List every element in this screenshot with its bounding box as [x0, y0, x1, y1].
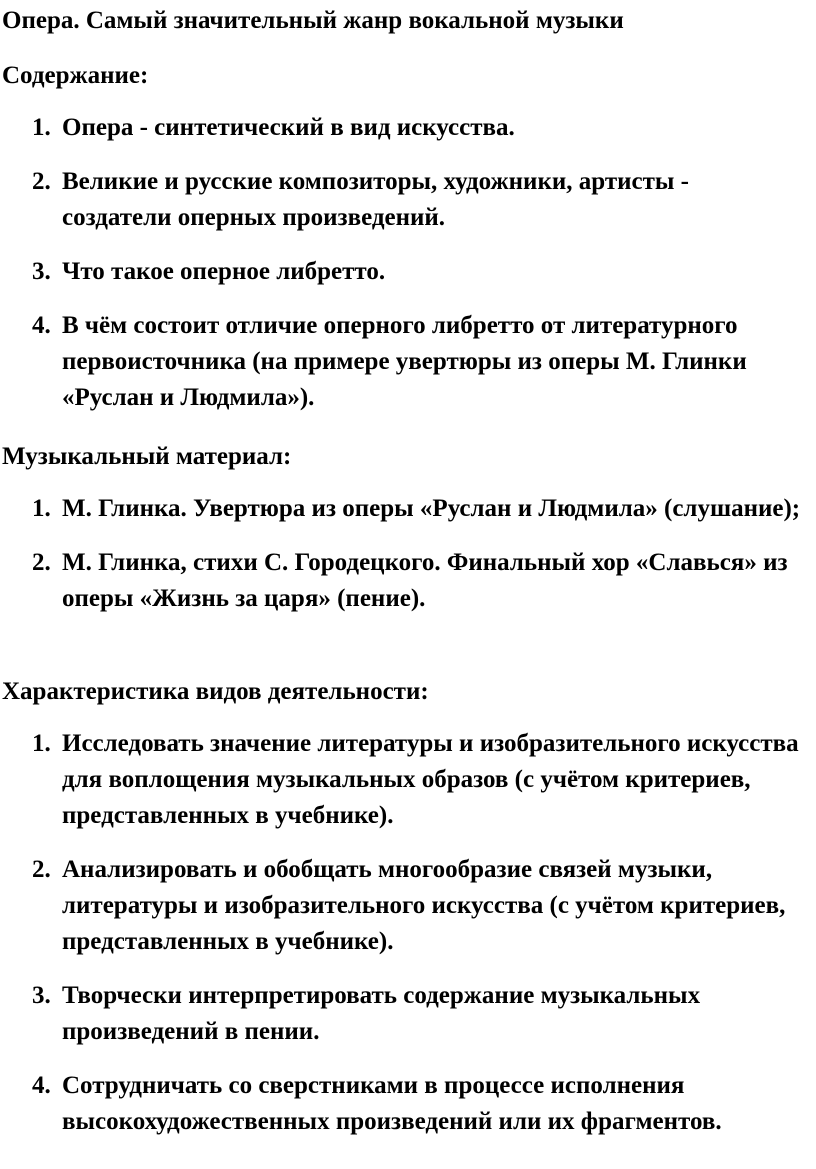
- item-text: М. Глинка. Увертюра из оперы «Руслан и Людмила» (слушание);: [62, 495, 801, 522]
- list-item: [0, 110, 802, 146]
- item-number: 1.: [32, 730, 51, 757]
- item-number: 2.: [32, 856, 51, 883]
- item-text: Опера - синтетический в вид искусства.: [62, 114, 515, 141]
- music-material-list: [0, 491, 816, 635]
- item-number: 4.: [32, 312, 51, 339]
- page-title: Опера. Самый значительный жанр вокальной музыки: [2, 7, 624, 34]
- item-text: М. Глинка, стихи С. Городецкого. Финальный хор «Славься» из оперы «Жизнь за царя» (пение).: [62, 549, 788, 612]
- list-item: [0, 254, 802, 290]
- item-text: Что такое оперное либретто.: [62, 258, 386, 285]
- list-item: [0, 491, 802, 527]
- item-number: 1.: [32, 495, 51, 522]
- contents-list: [0, 110, 816, 434]
- list-item: [0, 308, 802, 416]
- item-number: 2.: [32, 168, 51, 195]
- item-number: 1.: [32, 114, 51, 141]
- list-item: [0, 1068, 802, 1140]
- item-text: Исследовать значение литературы и изобразительного искусства для воплощения музыкальных образов (с учётом критериев, представленных в учебнике).: [62, 730, 799, 829]
- item-number: 3.: [32, 982, 51, 1009]
- list-item: [0, 726, 802, 834]
- activities-list: [0, 726, 816, 1158]
- contents-heading: Содержание:: [2, 62, 149, 89]
- item-number: 2.: [32, 549, 51, 576]
- list-item: [0, 545, 802, 617]
- item-number: 3.: [32, 258, 51, 285]
- music-material-heading: Музыкальный материал:: [2, 443, 292, 470]
- list-item: [0, 164, 802, 236]
- item-text: Анализировать и обобщать многообразие связей музыки, литературы и изобразительного искусства (с учётом критериев, представленных в учебнике).: [62, 856, 786, 955]
- item-text: Великие и русские композиторы, художники, артисты - создатели оперных произведений.: [62, 168, 689, 231]
- item-text: В чём состоит отличие оперного либретто от литературного первоисточника (на примере увертюры из оперы М. Глинки «Руслан и Людмила»).: [62, 312, 747, 411]
- item-text: Сотрудничать со сверстниками в процессе исполнения высокохудожественных произведений или их фрагментов.: [62, 1072, 722, 1135]
- item-number: 4.: [32, 1072, 51, 1099]
- item-text: Творчески интерпретировать содержание музыкальных произведений в пении.: [62, 982, 701, 1045]
- list-item: [0, 852, 802, 960]
- activities-heading: Характеристика видов деятельности:: [2, 678, 429, 705]
- list-item: [0, 978, 802, 1050]
